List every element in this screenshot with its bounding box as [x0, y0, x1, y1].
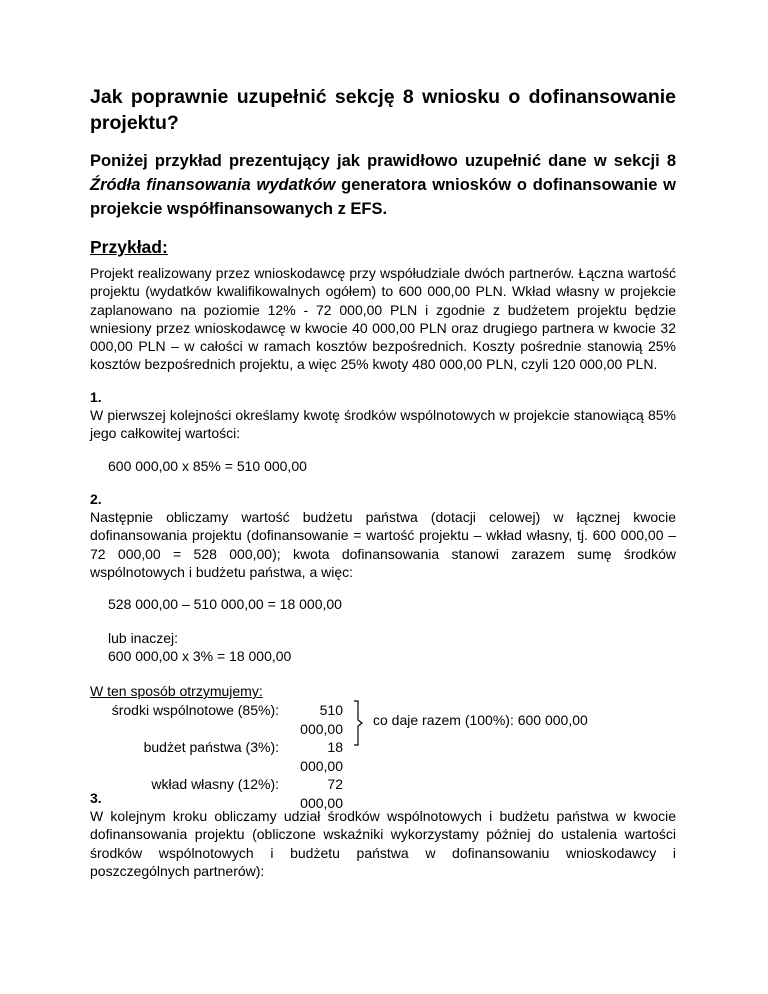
step-2-or-label: lub inaczej: [108, 630, 179, 646]
summary-label: wkład własny (12%): [151, 776, 279, 792]
step-2-text: Następnie obliczamy wartość budżetu państwa (dotacji celowej) w łącznej kwocie dofinansowania projektu (dofinansowanie = wartość projektu – wkład własny, tj. 600 000,00 – 72 000,00 = 528 000,00); kwota dofinansowania stanowi zarazem sumę środków wspólnotowych i budżetu państwa, a więc: [90, 509, 676, 580]
step-1-calculation: 600 000,00 x 85% = 510 000,00 [108, 458, 307, 474]
summary-row [90, 738, 676, 775]
summary-label: środki wspólnotowe (85%): [111, 702, 279, 718]
summary-value: 510 000,00 [300, 702, 343, 737]
page-title: Jak poprawnie uzupełnić sekcję 8 wniosku o dofinansowanie projektu? [90, 86, 676, 134]
summary-total: co daje razem (100%): 600 000,00 [373, 712, 588, 728]
example-heading: Przykład: [90, 237, 168, 257]
example-paragraph: Projekt realizowany przez wnioskodawcę przy współudziale dwóch partnerów. Łączna wartość projektu (wydatków kwalifikowalnych ogółem) to 600 000,00 PLN. Wkład własny w projekcie zaplanowano na poziomie 12% - 72 000,00 PLN i zgodnie z budżetem projektu będzie wniesiony przez wnioskodawcę w kwocie 40 000,00 PLN oraz drugiego partnera w kwocie 32 000,00 PLN – w całości w ramach kosztów bezpośrednich. Koszty pośrednie stanowią 25% kosztów bezpośrednich projektu, a więc 25% kwoty 480 000,00 PLN, czyli 120 000,00 PLN. [90, 265, 676, 373]
curly-brace-icon [354, 700, 364, 746]
intro-section-name: Źródła finansowania wydatków [90, 176, 336, 194]
intro-text-end: generatora wniosków o dofinansowanie w projekcie współfinansowanych z EFS. [90, 176, 676, 218]
summary-value: 72 000,00 [300, 776, 343, 811]
step-2-calculation-2: 600 000,00 x 3% = 18 000,00 [108, 648, 292, 664]
step-1-number: 1. [90, 389, 102, 405]
summary-value: 18 000,00 [300, 739, 343, 774]
step-2-number: 2. [90, 491, 102, 507]
intro-paragraph [90, 149, 676, 221]
step-1-text: W pierwszej kolejności określamy kwotę środków wspólnotowych w projekcie stanowiącą 85% jego całkowitej wartości: [90, 407, 676, 442]
intro-text-start: Poniżej przykład prezentujący jak prawidłowo uzupełnić dane w sekcji 8 [90, 152, 676, 170]
summary-label: budżet państwa (3%): [143, 739, 279, 755]
step-3-number: 3. [90, 790, 102, 806]
summary-heading: W ten sposób otrzymujemy: [90, 683, 263, 699]
step-2-calculation-1: 528 000,00 – 510 000,00 = 18 000,00 [108, 596, 342, 612]
step-3-text: W kolejnym kroku obliczamy udział środków wspólnotowych i budżetu państwa w kwocie dofinansowania projektu (obliczone wskaźniki wykorzystamy później do ustalenia wartości środków wspólnotowych i budżetu państwa w dofinansowaniu wnioskodawcy i poszczególnych partnerów): [90, 808, 676, 879]
